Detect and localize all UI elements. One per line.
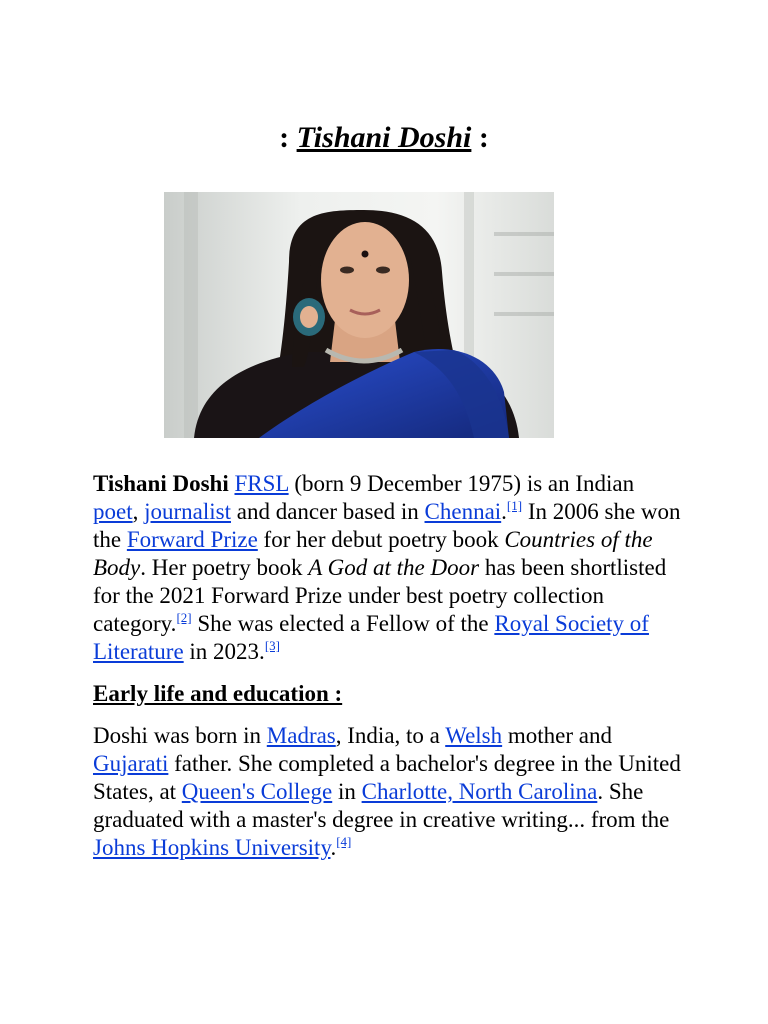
link-chennai[interactable]: Chennai (424, 499, 502, 524)
reference-3 (265, 638, 280, 653)
link-frsl[interactable]: FRSL (234, 471, 289, 496)
early-text-2: , India, to a (335, 723, 446, 748)
intro-dot-1: . (501, 499, 507, 524)
intro-text-7: She was elected a Fellow of the (191, 611, 495, 636)
intro-text-5: . Her poetry book (140, 555, 309, 580)
book-a-god-at-the-door: A God at the Door (308, 555, 480, 580)
early-text-1: Doshi was born in (93, 723, 267, 748)
section-heading-early-life: Early life and education : (93, 681, 343, 706)
link-welsh[interactable]: Welsh (445, 723, 503, 748)
link-ref-2[interactable]: [2] (176, 610, 192, 625)
page-title (0, 118, 768, 158)
link-ref-1[interactable]: [1] (506, 498, 523, 513)
intro-text-3: In 2006 she won the (93, 499, 681, 552)
intro-text-1: (born 9 December 1975) is an Indian (288, 471, 635, 496)
title-suffix: : (478, 121, 489, 154)
portrait-photo (164, 192, 554, 438)
reference-4 (336, 834, 351, 849)
early-text-5: in (332, 779, 362, 804)
link-johns-hopkins-university[interactable]: Johns Hopkins University (93, 835, 331, 860)
intro-comma: , (132, 499, 145, 524)
intro-paragraph (93, 470, 683, 666)
link-journalist[interactable]: journalist (144, 499, 231, 524)
intro-text-8: in 2023. (183, 639, 265, 664)
link-royal-society-of-literature[interactable]: Royal Society of Literature (93, 611, 649, 664)
book-countries-of-the-body: Countries of the Body (93, 527, 653, 580)
subject-name: Tishani Doshi (93, 471, 229, 496)
early-text-4: father. She completed a bachelor's degree in the United States, at (93, 751, 681, 804)
reference-2 (176, 610, 191, 625)
link-queens-college[interactable]: Queen's College (181, 779, 333, 804)
early-text-7: . (330, 835, 337, 860)
intro-text-4: for her debut poetry book (257, 527, 505, 552)
link-gujarati[interactable]: Gujarati (93, 751, 169, 776)
title-name: Tishani Doshi (296, 121, 472, 154)
link-forward-prize[interactable]: Forward Prize (126, 527, 258, 552)
reference-1 (507, 498, 522, 513)
intro-text-2: and dancer based in (231, 499, 425, 524)
link-ref-4[interactable]: [4] (336, 834, 352, 849)
link-charlotte-north-carolina[interactable]: Charlotte, North Carolina (361, 779, 598, 804)
title-prefix: : (279, 121, 290, 154)
link-ref-3[interactable]: [3] (264, 638, 280, 653)
early-text-3: mother and (502, 723, 612, 748)
link-poet[interactable]: poet (93, 499, 133, 524)
intro-text-6: has been shortlisted for the 2021 Forward Prize under best poetry collection category. (93, 555, 667, 636)
early-life-paragraph (93, 722, 683, 862)
article-body (93, 470, 683, 862)
early-text-6: . She graduated with a master's degree in creative writing... from the (93, 779, 670, 832)
link-madras[interactable]: Madras (266, 723, 336, 748)
